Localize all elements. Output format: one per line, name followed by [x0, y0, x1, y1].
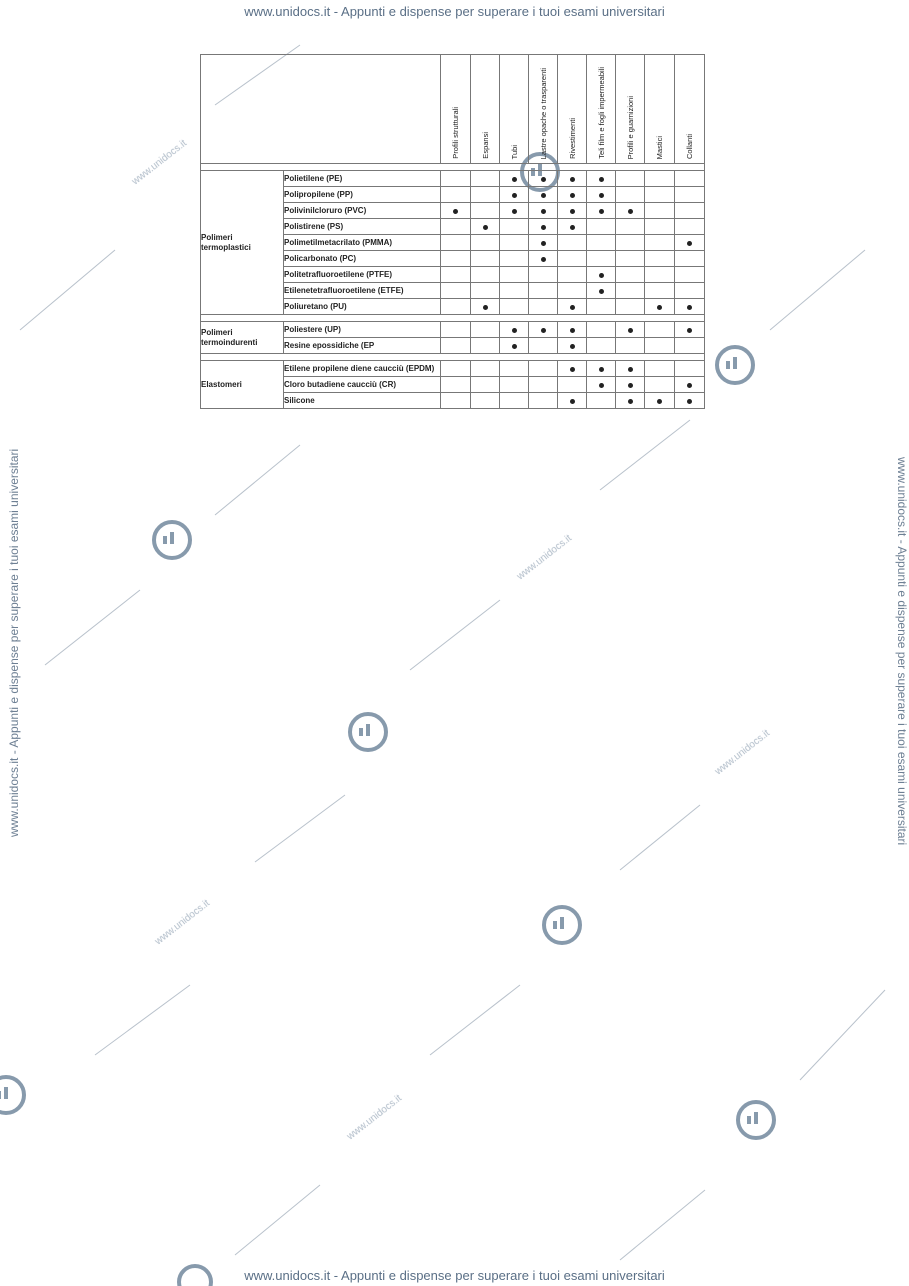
usage-cell [587, 251, 616, 267]
material-name: Polivinilcloruro (PVC) [284, 203, 441, 219]
column-header [587, 55, 616, 164]
usage-cell [558, 361, 587, 377]
watermark-footer: www.unidocs.it - Appunti e dispense per superare i tuoi esami universitari [244, 1268, 665, 1283]
materials-usage-table [200, 54, 705, 409]
bullet-dot-icon [628, 383, 633, 388]
usage-cell [616, 322, 645, 338]
usage-cell [500, 361, 529, 377]
usage-cell [500, 322, 529, 338]
usage-cell [441, 171, 471, 187]
usage-cell [645, 322, 675, 338]
usage-cell [616, 235, 645, 251]
material-name: Politetrafluoroetilene (PTFE) [284, 267, 441, 283]
usage-cell [587, 267, 616, 283]
column-header-label: Mastici [655, 135, 664, 159]
bullet-dot-icon [687, 383, 692, 388]
usage-cell [529, 267, 558, 283]
usage-cell [471, 393, 500, 409]
usage-cell [471, 235, 500, 251]
usage-cell [558, 322, 587, 338]
material-name: Etilene propilene diene caucciù (EPDM) [284, 361, 441, 377]
usage-cell [471, 338, 500, 354]
usage-cell [587, 322, 616, 338]
usage-cell [441, 187, 471, 203]
bullet-dot-icon [599, 383, 604, 388]
usage-cell [441, 338, 471, 354]
usage-cell [675, 283, 705, 299]
usage-cell [616, 187, 645, 203]
column-header-label: Profili e guarnizioni [625, 95, 635, 159]
table-row [201, 361, 705, 377]
usage-cell [587, 338, 616, 354]
usage-cell [500, 338, 529, 354]
usage-cell [500, 171, 529, 187]
usage-cell [645, 361, 675, 377]
usage-cell [645, 393, 675, 409]
usage-cell [645, 251, 675, 267]
usage-cell [441, 377, 471, 393]
material-name: Etilenetetrafluoroetilene (ETFE) [284, 283, 441, 299]
bullet-dot-icon [541, 209, 546, 214]
usage-cell [471, 203, 500, 219]
table-corner [201, 55, 441, 164]
usage-cell [587, 203, 616, 219]
usage-cell [675, 219, 705, 235]
usage-cell [441, 267, 471, 283]
bullet-dot-icon [570, 328, 575, 333]
usage-cell [587, 299, 616, 315]
usage-cell [587, 187, 616, 203]
usage-cell [616, 377, 645, 393]
bullet-dot-icon [570, 305, 575, 310]
usage-cell [645, 377, 675, 393]
bullet-dot-icon [687, 399, 692, 404]
usage-cell [471, 187, 500, 203]
usage-cell [675, 361, 705, 377]
usage-cell [645, 203, 675, 219]
usage-cell [471, 299, 500, 315]
bullet-dot-icon [687, 241, 692, 246]
usage-cell [441, 219, 471, 235]
usage-cell [471, 361, 500, 377]
bullet-dot-icon [599, 193, 604, 198]
column-header [675, 55, 705, 164]
column-header-label: Collanti [685, 133, 694, 159]
category-label: Elastomeri [201, 361, 284, 409]
usage-cell [529, 299, 558, 315]
column-header [529, 55, 558, 164]
usage-cell [558, 187, 587, 203]
usage-cell [529, 361, 558, 377]
bullet-dot-icon [483, 225, 488, 230]
usage-cell [471, 283, 500, 299]
usage-cell [441, 283, 471, 299]
usage-cell [500, 283, 529, 299]
bullet-dot-icon [628, 367, 633, 372]
bullet-dot-icon [570, 193, 575, 198]
material-name: Cloro butadiene caucciù (CR) [284, 377, 441, 393]
usage-cell [529, 171, 558, 187]
column-header [558, 55, 587, 164]
bullet-dot-icon [541, 193, 546, 198]
usage-cell [500, 219, 529, 235]
column-header [500, 55, 529, 164]
usage-cell [558, 377, 587, 393]
bullet-dot-icon [512, 344, 517, 349]
bullet-dot-icon [570, 209, 575, 214]
usage-cell [675, 338, 705, 354]
usage-cell [558, 203, 587, 219]
usage-cell [471, 251, 500, 267]
usage-cell [529, 203, 558, 219]
usage-cell [645, 283, 675, 299]
usage-cell [645, 171, 675, 187]
usage-cell [587, 219, 616, 235]
usage-cell [529, 377, 558, 393]
usage-cell [471, 219, 500, 235]
usage-cell [675, 377, 705, 393]
bullet-dot-icon [541, 225, 546, 230]
usage-cell [587, 171, 616, 187]
watermark-left: www.unidocs.it - Appunti e dispense per superare i tuoi esami universitari [7, 448, 21, 837]
bullet-dot-icon [512, 209, 517, 214]
bullet-dot-icon [570, 344, 575, 349]
watermark-diagonal-2: www.unidocs.it [515, 532, 574, 583]
usage-cell [500, 235, 529, 251]
usage-cell [529, 219, 558, 235]
column-header-label: Tubi [509, 144, 519, 159]
usage-cell [645, 235, 675, 251]
usage-cell [441, 251, 471, 267]
bullet-dot-icon [570, 367, 575, 372]
usage-cell [645, 267, 675, 283]
usage-cell [471, 322, 500, 338]
bullet-dot-icon [628, 209, 633, 214]
usage-cell [500, 267, 529, 283]
column-header-label: Teli film e fogli impermeabili [596, 67, 606, 159]
usage-cell [558, 171, 587, 187]
usage-cell [529, 283, 558, 299]
group-separator [201, 164, 705, 171]
watermark-diagonal-4: www.unidocs.it [153, 897, 212, 948]
usage-cell [645, 299, 675, 315]
category-label: Polimeri termoindurenti [201, 322, 284, 354]
table-row [201, 171, 705, 187]
usage-cell [441, 322, 471, 338]
bullet-dot-icon [628, 328, 633, 333]
usage-cell [675, 251, 705, 267]
column-header-label: Profili strutturali [451, 107, 460, 159]
usage-cell [529, 322, 558, 338]
usage-cell [616, 267, 645, 283]
usage-cell [529, 338, 558, 354]
usage-cell [471, 267, 500, 283]
usage-cell [616, 283, 645, 299]
column-header [616, 55, 645, 164]
bullet-dot-icon [599, 209, 604, 214]
bullet-dot-icon [570, 177, 575, 182]
watermark-diagonal-3: www.unidocs.it [713, 727, 772, 778]
usage-cell [529, 187, 558, 203]
group-separator [201, 354, 705, 361]
table-row [201, 322, 705, 338]
usage-cell [529, 251, 558, 267]
watermark-header: www.unidocs.it - Appunti e dispense per superare i tuoi esami universitari [244, 4, 665, 19]
material-name: Polistirene (PS) [284, 219, 441, 235]
usage-cell [587, 377, 616, 393]
usage-cell [558, 235, 587, 251]
usage-cell [587, 283, 616, 299]
usage-cell [441, 235, 471, 251]
usage-cell [500, 377, 529, 393]
usage-cell [616, 251, 645, 267]
bullet-dot-icon [541, 328, 546, 333]
watermark-right: www.unidocs.it - Appunti e dispense per superare i tuoi esami universitari [895, 457, 909, 846]
usage-cell [500, 203, 529, 219]
column-header [471, 55, 500, 164]
bullet-dot-icon [657, 305, 662, 310]
usage-cell [558, 338, 587, 354]
usage-cell [441, 361, 471, 377]
group-separator [201, 315, 705, 322]
usage-cell [616, 393, 645, 409]
usage-cell [558, 283, 587, 299]
material-name: Poliestere (UP) [284, 322, 441, 338]
material-name: Polimetilmetacrilato (PMMA) [284, 235, 441, 251]
usage-cell [645, 338, 675, 354]
usage-cell [675, 171, 705, 187]
column-header [645, 55, 675, 164]
bullet-dot-icon [599, 273, 604, 278]
bullet-dot-icon [512, 177, 517, 182]
usage-cell [675, 393, 705, 409]
usage-cell [500, 299, 529, 315]
bullet-dot-icon [512, 193, 517, 198]
bullet-dot-icon [657, 399, 662, 404]
bullet-dot-icon [453, 209, 458, 214]
bullet-dot-icon [628, 399, 633, 404]
usage-cell [587, 393, 616, 409]
usage-cell [587, 235, 616, 251]
material-name: Silicone [284, 393, 441, 409]
usage-cell [645, 187, 675, 203]
usage-cell [675, 203, 705, 219]
category-label: Polimeri termoplastici [201, 171, 284, 315]
bullet-dot-icon [599, 177, 604, 182]
usage-cell [616, 299, 645, 315]
usage-cell [500, 251, 529, 267]
bullet-dot-icon [541, 177, 546, 182]
bullet-dot-icon [570, 399, 575, 404]
usage-cell [500, 187, 529, 203]
column-header-label: Espansi [480, 132, 490, 159]
material-name: Polietilene (PE) [284, 171, 441, 187]
usage-cell [441, 299, 471, 315]
bullet-dot-icon [599, 289, 604, 294]
bullet-dot-icon [483, 305, 488, 310]
usage-cell [616, 338, 645, 354]
bullet-dot-icon [599, 367, 604, 372]
usage-cell [558, 299, 587, 315]
usage-cell [558, 251, 587, 267]
column-header-label: Lastre opache o trasparenti [538, 67, 548, 159]
usage-cell [500, 393, 529, 409]
bullet-dot-icon [541, 257, 546, 262]
usage-cell [616, 171, 645, 187]
usage-cell [558, 267, 587, 283]
watermark-diagonal-5: www.unidocs.it [345, 1092, 404, 1143]
usage-cell [471, 377, 500, 393]
usage-cell [529, 235, 558, 251]
usage-cell [675, 267, 705, 283]
column-header-label: Rivestimenti [567, 118, 577, 159]
materials-table-container [200, 54, 705, 409]
material-name: Polipropilene (PP) [284, 187, 441, 203]
material-name: Policarbonato (PC) [284, 251, 441, 267]
usage-cell [441, 203, 471, 219]
usage-cell [675, 322, 705, 338]
usage-cell [471, 171, 500, 187]
bullet-dot-icon [570, 225, 575, 230]
usage-cell [441, 393, 471, 409]
usage-cell [587, 361, 616, 377]
usage-cell [675, 187, 705, 203]
bullet-dot-icon [687, 328, 692, 333]
material-name: Resine epossidiche (EP [284, 338, 441, 354]
bullet-dot-icon [512, 328, 517, 333]
usage-cell [616, 361, 645, 377]
bullet-dot-icon [541, 241, 546, 246]
usage-cell [558, 393, 587, 409]
usage-cell [616, 219, 645, 235]
usage-cell [616, 203, 645, 219]
usage-cell [645, 219, 675, 235]
bullet-dot-icon [687, 305, 692, 310]
material-name: Poliuretano (PU) [284, 299, 441, 315]
usage-cell [558, 219, 587, 235]
usage-cell [529, 393, 558, 409]
column-header [441, 55, 471, 164]
usage-cell [675, 235, 705, 251]
watermark-diagonal-1: www.unidocs.it [130, 137, 189, 188]
usage-cell [675, 299, 705, 315]
